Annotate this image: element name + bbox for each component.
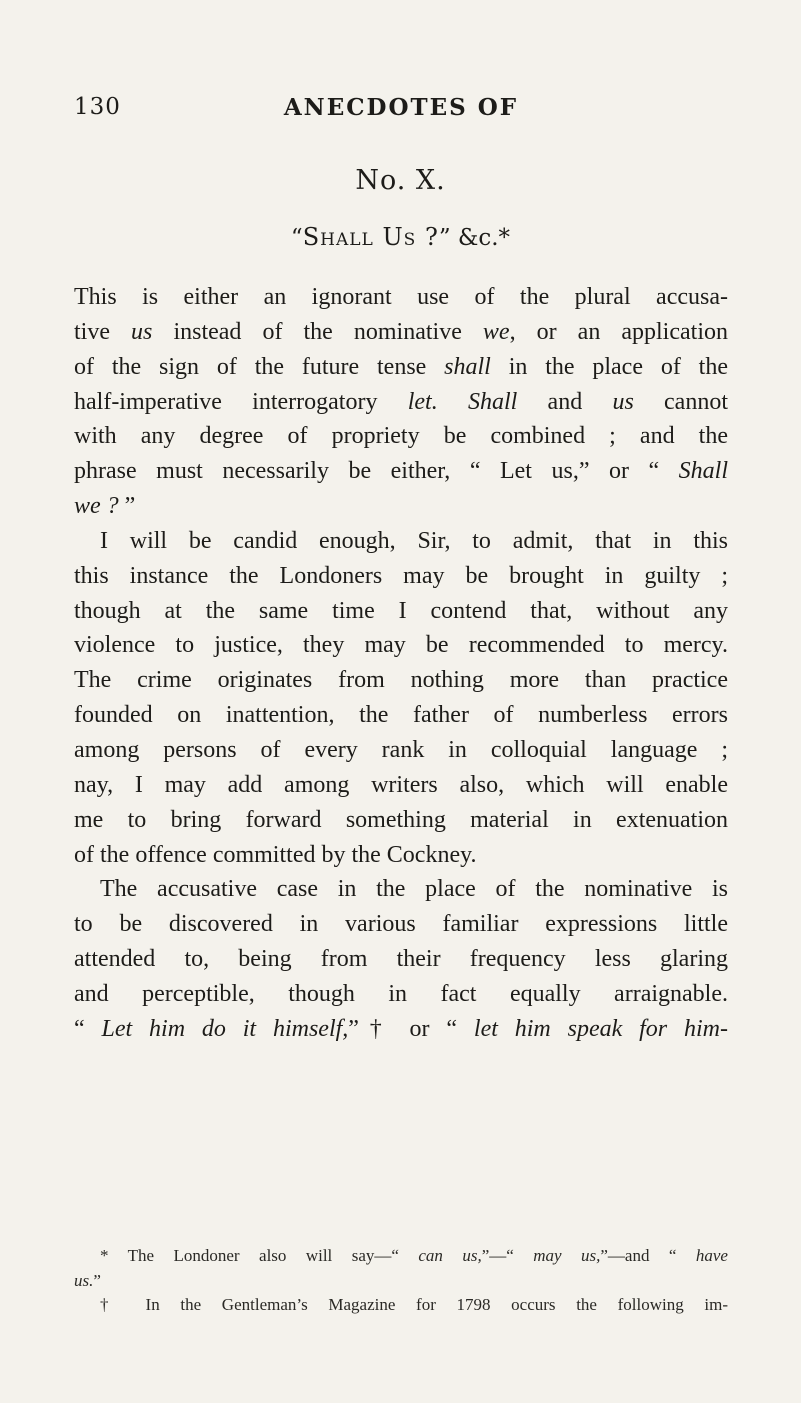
- text-line: of the offence committed by the Cockney.: [74, 841, 477, 868]
- text-line: tive us instead of the nominative we, or an application: [74, 318, 728, 345]
- section-number: No. X.: [355, 165, 446, 196]
- section-title: [0, 223, 801, 251]
- text-line: “ Let him do it himself,”† or “ let him speak for him-: [74, 1015, 728, 1042]
- text-line: to be discovered in various familiar expressions little: [74, 911, 728, 938]
- text-line: nay, I may add among writers also, which will enable: [74, 771, 728, 798]
- footnotes: [74, 1244, 728, 1318]
- text-line: we ? ”: [74, 493, 136, 520]
- text-line: this instance the Londoners may be brought in guilty ;: [74, 562, 728, 589]
- text-line: The accusative case in the place of the nominative is: [100, 876, 728, 903]
- section-title-close: ” &c.*: [438, 225, 511, 251]
- text-line: founded on inattention, the father of numberless errors: [74, 702, 728, 729]
- running-head: ANECDOTES OF: [283, 94, 519, 121]
- text-line: me to bring forward something material in extenuation: [74, 806, 728, 833]
- footnote-1-cont: us.”: [74, 1270, 101, 1290]
- text-line: violence to justice, they may be recommended to mercy.: [74, 632, 728, 659]
- text-line: phrase must necessarily be either, “ Let us,” or “ Shall: [74, 458, 728, 485]
- page-header: [74, 94, 728, 124]
- text-line: attended to, being from their frequency less glaring: [74, 946, 728, 973]
- text-line: though at the same time I contend that, without any: [74, 597, 728, 624]
- text-line: and perceptible, though in fact equally arraignable.: [74, 980, 728, 1007]
- text-line: The crime originates from nothing more than practice: [74, 667, 728, 694]
- footnote-1: * The Londoner also will say—“ can us,”—“ may us,”—and “ have: [100, 1246, 728, 1265]
- text-line: of the sign of the future tense shall in the place of the: [74, 353, 728, 380]
- text-line: among persons of every rank in colloquial language ;: [74, 736, 728, 763]
- page-number: 130: [74, 94, 121, 120]
- text-line: half-imperative interrogatory let. Shall and us cannot: [74, 388, 728, 415]
- text-line: with any degree of propriety be combined ; and the: [74, 423, 728, 450]
- section-title-text: Shall Us ?: [302, 223, 439, 251]
- text-line: I will be candid enough, Sir, to admit, that in this: [100, 527, 728, 554]
- text-line: This is either an ignorant use of the plural accusa-: [74, 284, 728, 310]
- footnote-2: † In the Gentleman’s Magazine for 1798 occurs the following im-: [100, 1295, 728, 1314]
- section-title-open: “: [290, 225, 303, 251]
- body-text: [74, 280, 728, 1047]
